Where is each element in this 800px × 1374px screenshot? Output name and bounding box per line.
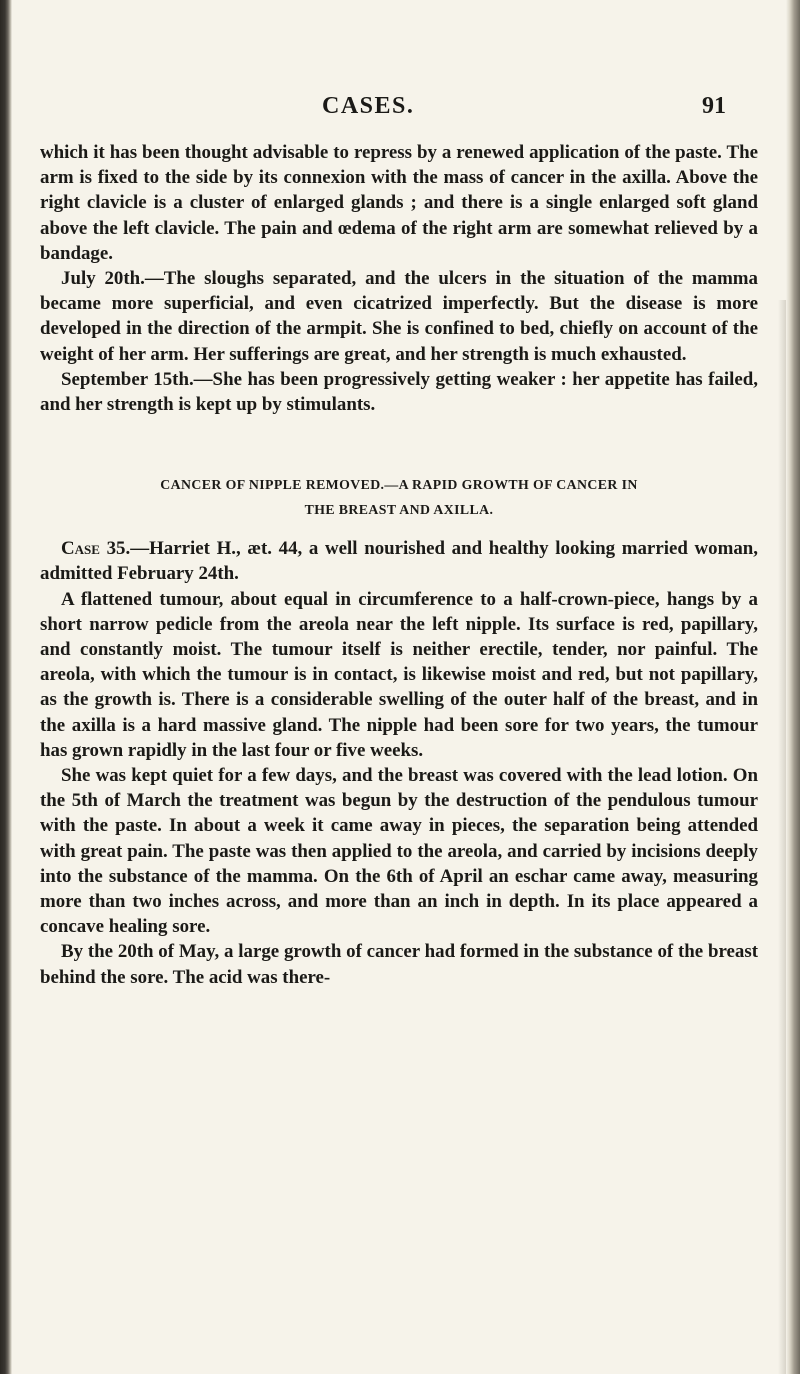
section-heading-line-1: CANCER OF NIPPLE REMOVED.—A RAPID GROWTH OF CANCER IN [160,477,638,493]
paragraph-treatment: She was kept quiet for a few days, and the breast was covered with the lead lotion. On the 5th of March the treatment was begun by the destruction of the pendulous tumour with the paste. In about a week it came away in pieces, the separation being attended with great pain. The paste was then applied to the areola, and carried by incisions deeply into the substance of the mamma. On the 6th of April an eschar came away, measuring more than two inches across, and more than an inch in depth. In its place appeared a concave healing sore. [40,765,758,938]
running-title: CASES. [322,93,415,119]
paragraph-may-20th: By the 20th of May, a large growth of cancer had formed in the substance of the breast behind the sore. The acid was there- [40,941,758,988]
page-header [0,93,800,129]
paragraph-september-15th: September 15th.—She has been progressively getting weaker : her appetite has failed, and her strength is kept up by stimulants. [40,368,758,416]
page-edge-shadow [778,300,786,1374]
case-label: Case 35. [61,538,131,560]
page-binding-edge [0,0,12,1374]
paragraph-july-20th: July 20th.—The sloughs separated, and the ulcers in the situation of the mamma became more superficial, and even cicatrized imperfectly. But the disease is more developed in the direction of the armpit. She is confined to bed, chiefly on account of the weight of her arm. Her sufferings are great, and her strength is much exhausted. [40,268,758,365]
section-heading-line-2: THE BREAST AND AXILLA. [304,502,494,518]
body-text [40,140,758,990]
paragraph-tumour-description: A flattened tumour, about equal in circumference to a half-crown-piece, hangs by a short narrow pedicle from the areola near the left nipple. Its surface is red, papillary, and constantly moist. The tumour itself is neither erectile, tender, nor painful. The areola, with which the tumour is in contact, is likewise moist and red, but not papillary, as the growth is. There is a considerable swelling of the outer half of the breast, and in the axilla is a hard massive gland. The nipple had been sore for two years, the tumour has grown rapidly in the last four or five weeks. [40,588,758,761]
case-opening: —Harriet H., æt. 44, a well nourished and healthy looking married woman, admitted February 24th. [40,538,758,585]
paragraph-case-35 [40,536,758,586]
section-heading [40,472,758,522]
paragraph-continuation: which it has been thought advisable to repress by a renewed application of the paste. The arm is fixed to the side by its connexion with the mass of cancer in the axilla. Above the right clavicle is a cluster of enlarged glands ; and there is a single enlarged soft gland above the left clavicle. The pain and œdema of the right arm are somewhat relieved by a bandage. [40,142,758,264]
page-fore-edge [786,0,800,1374]
page-number: 91 [702,93,726,119]
